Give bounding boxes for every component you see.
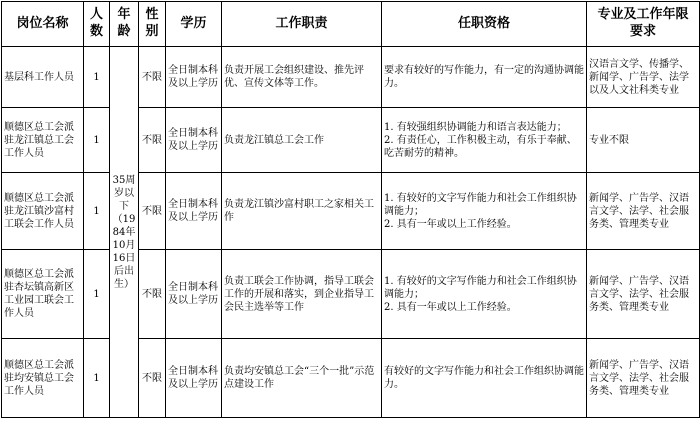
position-cell: 顺德区总工会派驻杏坛镇高新区工业园工联会工作人员 <box>2 250 84 339</box>
major-cell: 新闻学、广告学、汉语言文学、法学、社会服务类、管理类专业 <box>587 250 700 339</box>
table-row <box>2 250 700 339</box>
age-requirement-cell: 35周岁以下（1984年10月16日后出生） <box>110 47 139 418</box>
education-cell: 全日制本科及以上学历 <box>166 250 222 339</box>
header-count: 人 数 <box>84 2 110 47</box>
duties-cell: 负责工联会工作协调，指导工联会工作的开展和落实，到企业指导工会民主选举等工作 <box>222 250 382 339</box>
education-cell: 全日制本科及以上学历 <box>166 108 222 173</box>
qualifications-cell: 有较好的文字写作能力和社会工作组织协调能力。 <box>382 339 587 418</box>
table-row <box>2 108 700 173</box>
gender-cell: 不限 <box>139 108 166 173</box>
duties-cell: 负责龙江镇沙富村职工之家相关工作 <box>222 173 382 250</box>
gender-cell: 不限 <box>139 47 166 108</box>
duties-cell: 负责龙江镇总工会工作 <box>222 108 382 173</box>
major-cell: 专业不限 <box>587 108 700 173</box>
gender-cell: 不限 <box>139 250 166 339</box>
count-cell: 1 <box>84 339 110 418</box>
position-cell: 顺德区总工会派驻龙江镇沙富村工联会工作人员 <box>2 173 84 250</box>
qualifications-cell: 1. 有较强组织协调能力和语言表达能力； 2. 有责任心，工作积极主动，有乐于奉献、吃苦耐劳的精神。 <box>382 108 587 173</box>
position-cell: 顺德区总工会派驻龙江镇总工会工作人员 <box>2 108 84 173</box>
job-table <box>1 1 700 418</box>
position-cell: 顺德区总工会派驻均安镇总工会工作人员 <box>2 339 84 418</box>
gender-cell: 不限 <box>139 339 166 418</box>
header-duties: 工作职责 <box>222 2 382 47</box>
major-cell: 新闻学、广告学、汉语言文学、法学、社会服务类、管理类专业 <box>587 339 700 418</box>
count-cell: 1 <box>84 47 110 108</box>
header-major: 专业及工作年限 要求 <box>587 2 700 47</box>
education-cell: 全日制本科及以上学历 <box>166 47 222 108</box>
count-cell: 1 <box>84 173 110 250</box>
header-education: 学历 <box>166 2 222 47</box>
major-cell: 新闻学、广告学、汉语言文学、法学、社会服务类、管理类专业 <box>587 173 700 250</box>
duties-cell: 负责均安镇总工会“三个一批”示范点建设工作 <box>222 339 382 418</box>
position-cell: 基层科工作人员 <box>2 47 84 108</box>
qualifications-cell: 1. 有较好的文字写作能力和社会工作组织协调能力； 2. 具有一年或以上工作经验。 <box>382 250 587 339</box>
header-position: 岗位名称 <box>2 2 84 47</box>
education-cell: 全日制本科及以上学历 <box>166 339 222 418</box>
header-age: 年 龄 <box>110 2 139 47</box>
count-cell: 1 <box>84 108 110 173</box>
header-gender: 性 别 <box>139 2 166 47</box>
header-qualifications: 任职资格 <box>382 2 587 47</box>
table-row <box>2 339 700 418</box>
table-row <box>2 173 700 250</box>
gender-cell: 不限 <box>139 173 166 250</box>
education-cell: 全日制本科及以上学历 <box>166 173 222 250</box>
count-cell: 1 <box>84 250 110 339</box>
table-row <box>2 47 700 108</box>
qualifications-cell: 1. 有较好的文字写作能力和社会工作组织协调能力； 2. 具有一年或以上工作经验。 <box>382 173 587 250</box>
header-row <box>2 2 700 47</box>
major-cell: 汉语言文学、传播学、新闻学、广告学、法学以及人文社科类专业 <box>587 47 700 108</box>
qualifications-cell: 要求有较好的写作能力，有一定的沟通协调能力。 <box>382 47 587 108</box>
duties-cell: 负责开展工会组织建设、推先评优、宣传文体等工作。 <box>222 47 382 108</box>
